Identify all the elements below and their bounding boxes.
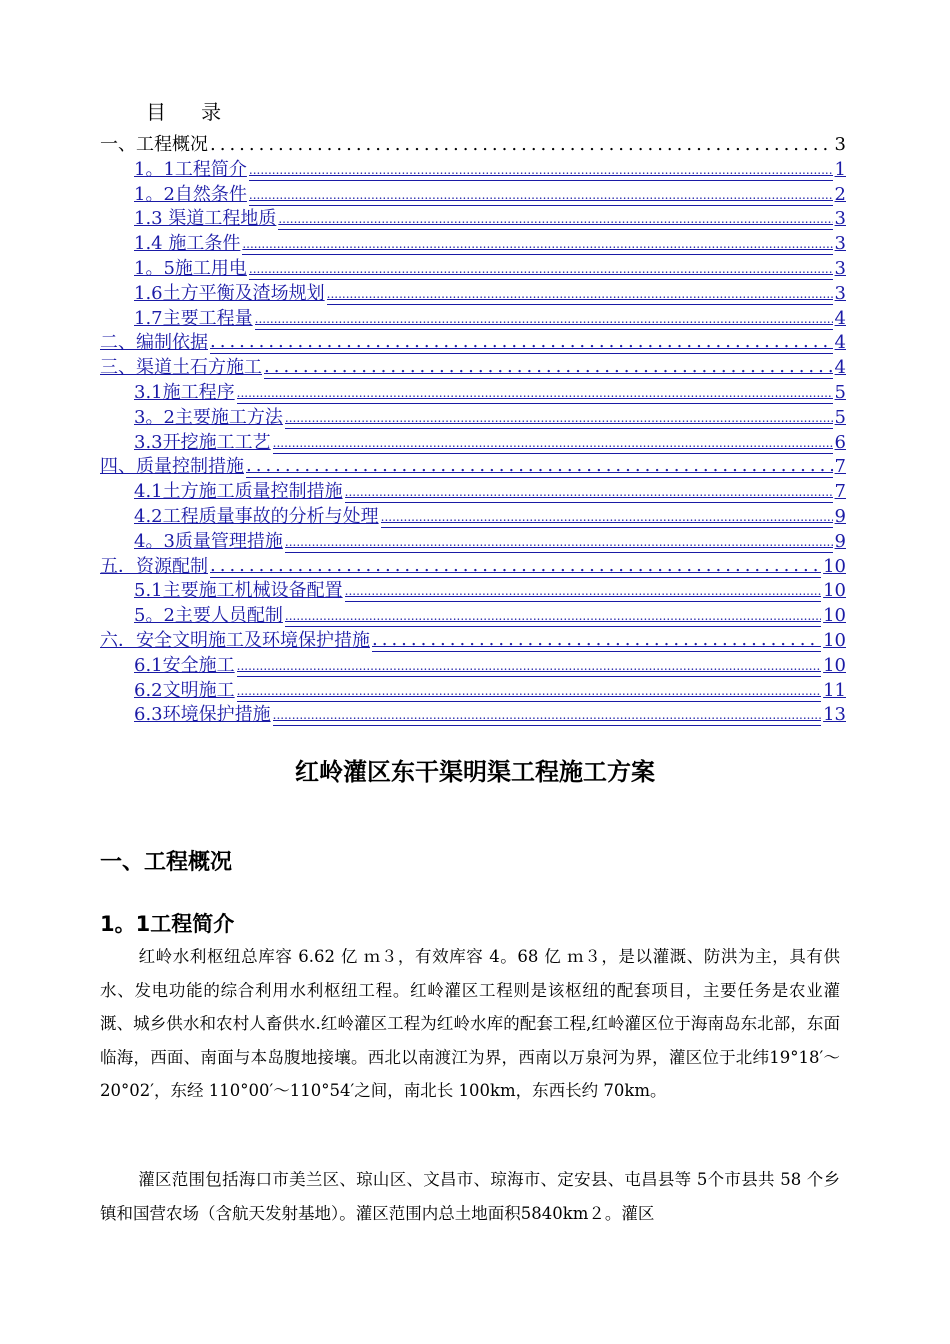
toc-entry-page: 7 — [834, 456, 846, 478]
toc-entry-label: 四、质量控制措施 — [100, 456, 244, 478]
toc-entry-page: 10 — [823, 605, 846, 627]
toc-leader-dots — [246, 455, 833, 478]
toc-leader-dots — [278, 207, 832, 230]
toc-entry-label: 4。3质量管理措施 — [134, 530, 283, 552]
subsection-heading: 1。1工程简介 — [100, 912, 235, 936]
toc-entry-label: 二、编制依据 — [100, 332, 208, 354]
toc-entry-page: 4 — [834, 332, 846, 354]
toc-entry-label: 3.3开挖施工工艺 — [134, 431, 271, 453]
toc-leader-dots — [210, 555, 821, 578]
toc-entry-page: 4 — [834, 307, 846, 329]
toc-entry[interactable] — [134, 504, 846, 528]
toc-entry-label: 1.3 渠道工程地质 — [134, 208, 277, 230]
toc-entry-page: 10 — [823, 555, 846, 577]
toc-leader-dots — [381, 505, 833, 528]
toc-entry-page: 3 — [834, 208, 846, 230]
toc-entry[interactable] — [134, 306, 846, 330]
toc-leader-dots — [285, 530, 833, 553]
body-paragraph: 红岭水利枢纽总库容 6.62 亿 ｍ３，有效库容 4。68 亿 ｍ３，是以灌溉、防洪为主，具有供水、发电功能的综合利用水利枢纽工程。红岭灌区工程则是该枢纽的配套项目，主要任务是农业灌溉、城乡供水和农村人畜供水.红岭灌区工程为红岭水库的配套工程,红岭灌区位于海南岛东北部，东面临海，西面、南面与本岛腹地接壤。西北以南渡江为界，西南以万泉河为界，灌区位于北纬19°18′～20°02′，东经 110°00′～110°54′之间，南北长 100km，东西长约 70km。 — [100, 947, 840, 1100]
toc-entry-page: 4 — [834, 357, 846, 379]
toc-entry-page: 9 — [834, 530, 846, 552]
toc-leader-dots — [285, 406, 833, 429]
toc-entry-label: 1。2自然条件 — [134, 183, 247, 205]
toc-leader-dots — [273, 431, 833, 454]
toc-entry[interactable] — [134, 603, 846, 627]
toc-leader-dots — [345, 480, 833, 503]
toc-entry-label: 1.6土方平衡及渣场规划 — [134, 282, 325, 304]
toc-entry-label: 4.2工程质量事故的分析与处理 — [134, 506, 379, 527]
toc-entry-label: 3。2主要施工方法 — [134, 406, 283, 428]
toc-entry[interactable] — [134, 281, 846, 305]
toc-entry[interactable] — [134, 157, 846, 181]
toc-entry[interactable] — [134, 479, 846, 503]
toc-entry-page: 3 — [834, 258, 846, 279]
toc-entry-page: 3 — [834, 282, 846, 304]
toc-entry[interactable] — [134, 578, 846, 602]
toc-entry[interactable] — [134, 206, 846, 230]
toc-entry-page: 2 — [834, 183, 846, 205]
toc-entry-page: 6 — [834, 431, 846, 453]
toc-entry[interactable] — [134, 653, 846, 677]
toc-entry[interactable] — [134, 405, 846, 429]
section-heading: 一、工程概况 — [100, 850, 233, 875]
toc-leader-dots — [372, 629, 821, 652]
toc-entry-label: 1。1工程简介 — [134, 158, 247, 180]
toc-heading: 目 录 — [146, 100, 226, 124]
toc-leader-dots — [285, 604, 821, 627]
toc-entry-label: 5.1主要施工机械设备配置 — [134, 580, 343, 602]
toc-leader-dots — [237, 679, 821, 702]
toc-leader-dots — [249, 183, 833, 206]
toc-leader-dots — [210, 134, 833, 156]
toc-entry[interactable] — [134, 256, 846, 280]
toc-entry[interactable] — [134, 430, 846, 454]
toc-entry-page: 10 — [823, 654, 846, 676]
toc-entry-label: 1。5施工用电 — [134, 258, 247, 279]
toc-leader-dots — [249, 158, 833, 181]
body-paragraph: 灌区范围包括海口市美兰区、琼山区、文昌市、琼海市、定安县、屯昌县等 5个市县共 58 个乡镇和国营农场（含航天发射基地）。灌区范围内总土地面积5840km２。灌区 — [100, 1170, 840, 1223]
toc-entry[interactable] — [100, 355, 846, 379]
toc-leader-dots — [210, 331, 833, 354]
toc-entry-label: 4.1土方施工质量控制措施 — [134, 481, 343, 503]
toc-leader-dots — [255, 307, 833, 330]
toc-entry-label: 6.1安全施工 — [134, 654, 235, 676]
toc-entry-label: 三、渠道土石方施工 — [100, 357, 262, 379]
toc-entry-label: 5。2主要人员配制 — [134, 605, 283, 627]
toc-entry-page: 13 — [823, 704, 846, 726]
toc-entry[interactable] — [134, 182, 846, 206]
toc-entry-label: 一、工程概况 — [100, 134, 208, 155]
toc-entry-page: 7 — [834, 481, 846, 503]
toc-leader-dots — [237, 381, 833, 404]
toc-entry-page: 3 — [834, 134, 846, 155]
toc-entry-label: 6.3环境保护措施 — [134, 704, 271, 726]
toc-entry[interactable] — [134, 380, 846, 404]
toc-entry[interactable] — [100, 554, 846, 578]
toc-leader-dots — [242, 232, 832, 255]
toc-entry-page: 5 — [834, 406, 846, 428]
toc-entry-label: 1.4 施工条件 — [134, 233, 241, 255]
toc-entry[interactable] — [100, 454, 846, 478]
toc-entry-page: 1 — [834, 158, 846, 180]
toc-leader-dots — [237, 654, 821, 677]
toc-leader-dots — [345, 579, 821, 602]
toc-entry[interactable] — [134, 702, 846, 726]
toc-entry-label: 6.2文明施工 — [134, 679, 235, 701]
toc-entry-label: 五．资源配制 — [100, 555, 208, 577]
toc-entry-label: 1.7主要工程量 — [134, 307, 253, 329]
toc-entry[interactable] — [134, 678, 846, 702]
toc-leader-dots — [264, 356, 833, 379]
toc-entry[interactable] — [134, 529, 846, 553]
toc-entry-page: 3 — [834, 233, 846, 255]
toc-entry-page: 5 — [834, 382, 846, 403]
toc-leader-dots — [327, 282, 833, 305]
toc-entry-page: 10 — [823, 580, 846, 602]
toc-entry[interactable] — [100, 330, 846, 354]
toc-entry-label: 3.1施工程序 — [134, 382, 235, 403]
document-title: 红岭灌区东干渠明渠工程施工方案 — [295, 758, 655, 786]
toc-entry-page: 10 — [823, 630, 846, 651]
toc-entry-page: 11 — [823, 679, 846, 701]
toc-leader-dots — [273, 703, 821, 726]
toc-entry-page: 9 — [834, 506, 846, 527]
toc-entry — [100, 132, 846, 156]
toc-entry[interactable] — [100, 628, 846, 652]
toc-leader-dots — [249, 257, 833, 280]
toc-entry-label: 六．安全文明施工及环境保护措施 — [100, 630, 370, 651]
toc-entry[interactable] — [134, 231, 846, 255]
